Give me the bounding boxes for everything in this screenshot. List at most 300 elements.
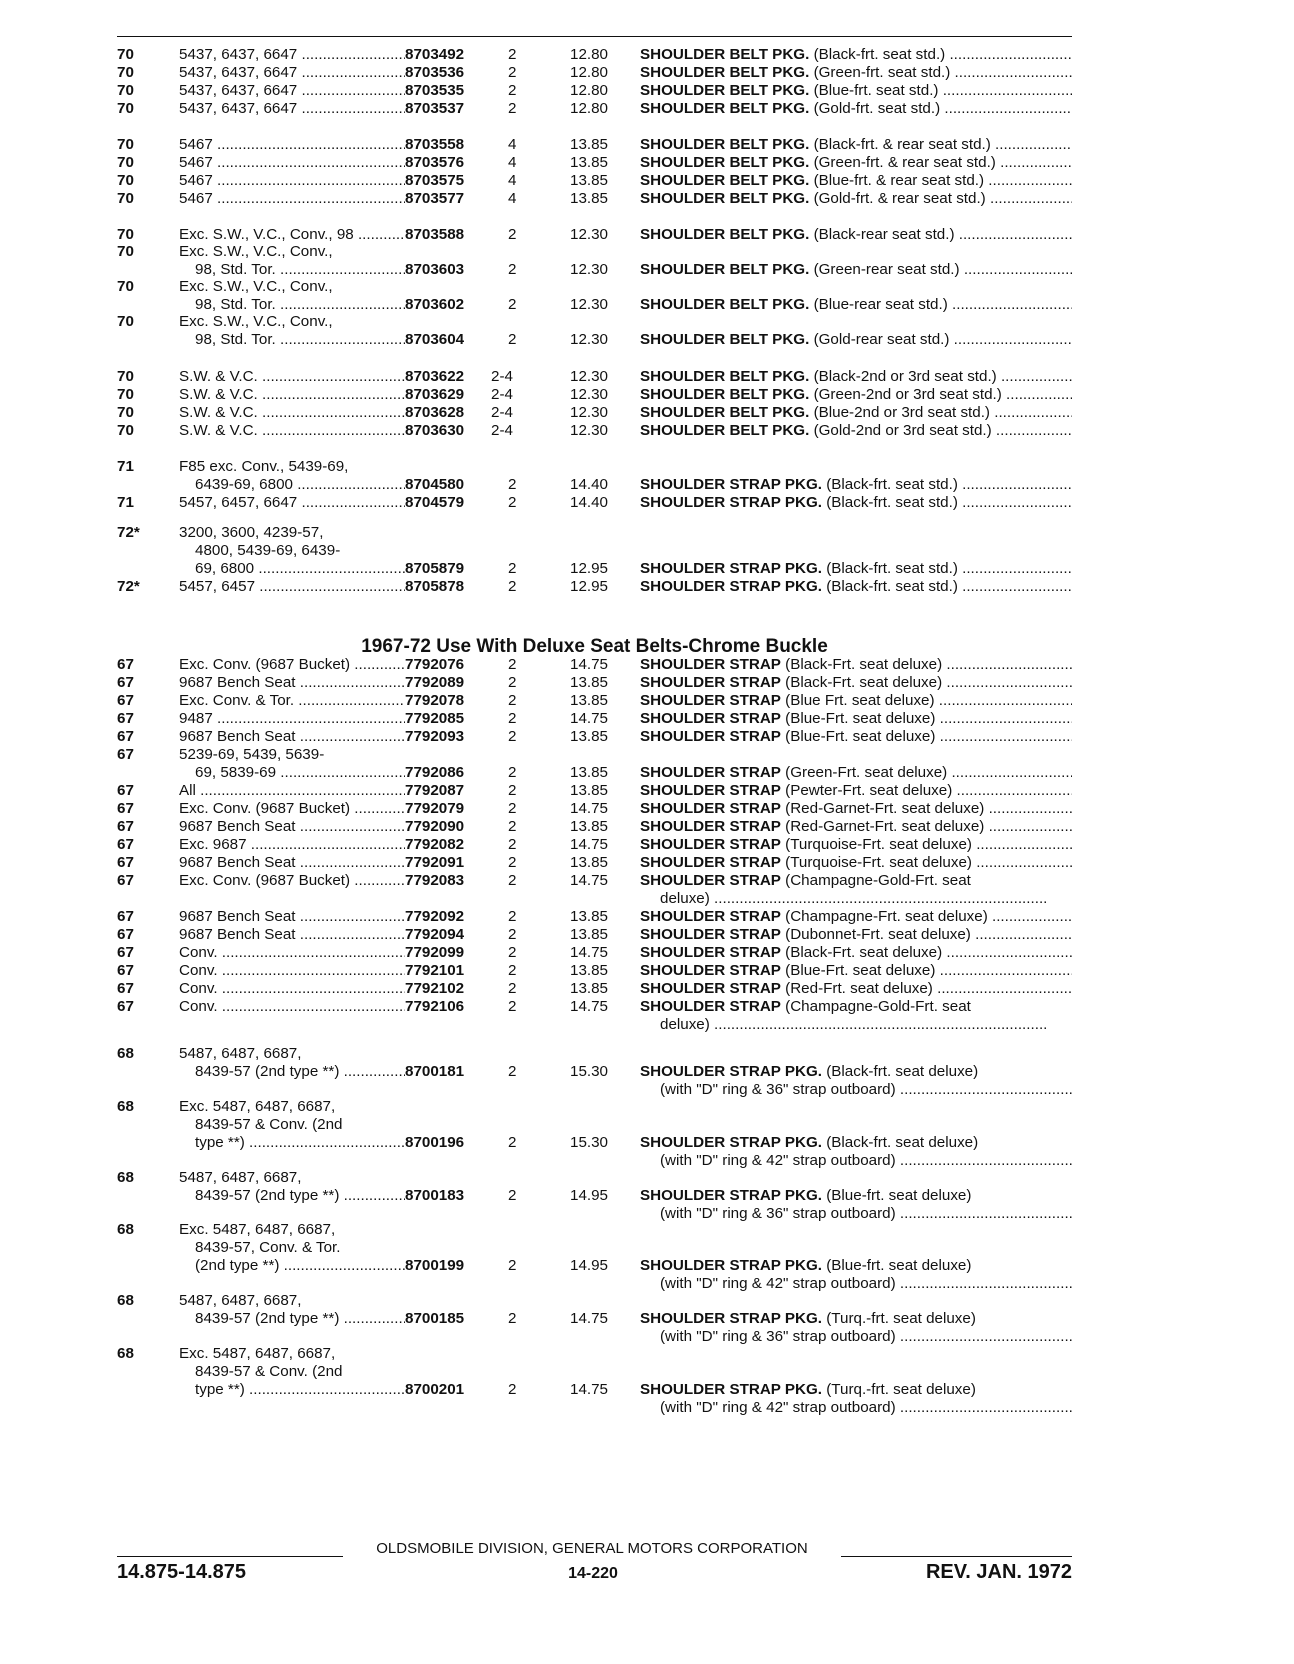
model-cell: Exc. Conv. (9687 Bucket) ..... xyxy=(179,872,405,890)
model-cell: Conv. ..... xyxy=(179,962,405,980)
quantity-cell: 2 xyxy=(508,296,517,313)
year-cell: 70 xyxy=(117,404,134,421)
item-detail: (Champagne-Frt. seat deluxe) xyxy=(785,908,988,925)
description-cell xyxy=(640,82,1072,100)
item-detail: (Black-rear seat std.) xyxy=(813,226,955,243)
description-cell xyxy=(640,261,1072,279)
year-cell: 72* xyxy=(117,524,140,541)
quantity-cell: 4 xyxy=(508,172,517,189)
description-cell xyxy=(640,136,1072,154)
item-name: SHOULDER STRAP xyxy=(640,674,781,691)
year-cell: 70 xyxy=(117,422,134,439)
year-cell: 67 xyxy=(117,872,134,889)
item-detail: (Blue-rear seat std.) xyxy=(813,296,948,313)
price-cell: 13.85 xyxy=(570,136,609,153)
part-number-cell: 8705879 xyxy=(405,560,465,577)
price-cell: 13.85 xyxy=(570,190,609,207)
quantity-cell: 2 xyxy=(508,692,517,709)
year-cell: 70 xyxy=(117,82,134,99)
year-cell: 70 xyxy=(117,100,134,117)
quantity-cell: 2 xyxy=(508,82,517,99)
model-cell: type **) ..... xyxy=(195,1381,405,1399)
part-number-cell: 7792082 xyxy=(405,836,465,853)
price-cell: 12.30 xyxy=(570,368,609,385)
part-number-cell: 8700185 xyxy=(405,1310,465,1327)
model-cell: 9687 Bench Seat ..... xyxy=(179,926,405,944)
model-cell: 98, Std. Tor. ..... xyxy=(195,296,405,314)
model-cell: 69, 6800 ..... xyxy=(195,560,405,578)
description-cell xyxy=(640,674,1072,692)
model-cell: 8439-57 & Conv. (2nd xyxy=(195,1116,343,1133)
part-number-cell: 7792078 xyxy=(405,692,465,709)
model-cell: Exc. 5487, 6487, 6687, xyxy=(179,1345,336,1362)
item-name: SHOULDER BELT PKG. xyxy=(640,296,810,313)
item-name: SHOULDER STRAP xyxy=(640,836,781,853)
model-cell: 3200, 3600, 4239-57, xyxy=(179,524,324,541)
quantity-cell: 2 xyxy=(508,1257,517,1274)
description-continuation: (with "D" ring & 42" strap outboard) ..... xyxy=(660,1152,1072,1170)
item-detail: (Pewter-Frt. seat deluxe) xyxy=(785,782,953,799)
description-cell xyxy=(640,100,1072,118)
year-cell: 70 xyxy=(117,368,134,385)
quantity-cell: 4 xyxy=(508,190,517,207)
year-cell: 70 xyxy=(117,386,134,403)
part-number-cell: 7792089 xyxy=(405,674,465,691)
model-cell: 9687 Bench Seat ..... xyxy=(179,818,405,836)
year-cell: 71 xyxy=(117,458,134,475)
model-cell: 9687 Bench Seat ..... xyxy=(179,854,405,872)
quantity-cell: 2 xyxy=(508,980,517,997)
part-number-cell: 8703558 xyxy=(405,136,465,153)
quantity-cell: 2 xyxy=(508,764,517,781)
part-number-cell: 7792086 xyxy=(405,764,465,781)
year-cell: 67 xyxy=(117,854,134,871)
item-name: SHOULDER BELT PKG. xyxy=(640,100,810,117)
model-cell: 5239-69, 5439, 5639- xyxy=(179,746,325,763)
model-cell: 5457, 6457 ..... xyxy=(179,578,405,596)
year-cell: 67 xyxy=(117,782,134,799)
item-detail: (Turquoise-Frt. seat deluxe) xyxy=(785,836,972,853)
item-detail: (Blue-frt. & rear seat std.) xyxy=(813,172,985,189)
model-cell: Exc. 5487, 6487, 6687, xyxy=(179,1221,336,1238)
year-cell: 68 xyxy=(117,1045,134,1062)
item-detail: (Gold-2nd or 3rd seat std.) xyxy=(813,422,992,439)
item-name: SHOULDER STRAP xyxy=(640,782,781,799)
item-detail: (Red-Garnet-Frt. seat deluxe) xyxy=(785,800,985,817)
item-detail: (Red-Garnet-Frt. seat deluxe) xyxy=(785,818,985,835)
quantity-cell: 2 xyxy=(508,1187,517,1204)
price-cell: 14.75 xyxy=(570,1310,609,1327)
item-detail: (Turq.-frt. seat deluxe) xyxy=(826,1381,976,1398)
description-cell xyxy=(640,710,1072,728)
part-number-cell: 8703576 xyxy=(405,154,465,171)
model-cell: F85 exc. Conv., 5439-69, xyxy=(179,458,349,475)
description-cell xyxy=(640,368,1072,386)
price-cell: 13.85 xyxy=(570,172,609,189)
item-name: SHOULDER STRAP PKG. xyxy=(640,560,822,577)
item-detail: (Dubonnet-Frt. seat deluxe) xyxy=(785,926,971,943)
year-cell: 70 xyxy=(117,46,134,63)
model-cell: 8439-57 (2nd type **) ..... xyxy=(195,1187,405,1205)
quantity-cell: 2 xyxy=(508,46,517,63)
model-cell: 8439-57 (2nd type **) ..... xyxy=(195,1310,405,1328)
item-detail: (Blue-frt. seat std.) xyxy=(813,82,939,99)
description-continuation: deluxe) ..... xyxy=(660,890,1072,908)
item-detail: (Blue-2nd or 3rd seat std.) xyxy=(813,404,990,421)
item-detail: (Blue-frt. seat deluxe) xyxy=(826,1257,972,1274)
quantity-cell: 2-4 xyxy=(491,368,513,385)
revision-date: REV. JAN. 1972 xyxy=(925,1561,1072,1583)
part-number-cell: 8703630 xyxy=(405,422,465,439)
quantity-cell: 2-4 xyxy=(491,422,513,439)
part-number-cell: 7792101 xyxy=(405,962,465,979)
item-name: SHOULDER STRAP xyxy=(640,692,781,709)
part-number-cell: 8703492 xyxy=(405,46,465,63)
item-detail: (Black-frt. seat std.) xyxy=(826,578,958,595)
footer-rule-right xyxy=(841,1556,1072,1557)
item-name: SHOULDER STRAP PKG. xyxy=(640,1257,822,1274)
year-cell: 68 xyxy=(117,1345,134,1362)
year-cell: 68 xyxy=(117,1169,134,1186)
quantity-cell: 2-4 xyxy=(491,386,513,403)
model-cell: 5467 ..... xyxy=(179,154,405,172)
item-name: SHOULDER BELT PKG. xyxy=(640,190,810,207)
description-cell xyxy=(640,818,1072,836)
price-cell: 14.75 xyxy=(570,800,609,817)
price-cell: 12.30 xyxy=(570,404,609,421)
item-detail: (Blue-Frt. seat deluxe) xyxy=(785,962,936,979)
quantity-cell: 2 xyxy=(508,100,517,117)
item-detail: (Green-2nd or 3rd seat std.) xyxy=(813,386,1002,403)
price-cell: 12.30 xyxy=(570,296,609,313)
year-cell: 67 xyxy=(117,926,134,943)
year-cell: 68 xyxy=(117,1292,134,1309)
price-cell: 14.40 xyxy=(570,494,609,511)
year-cell: 70 xyxy=(117,243,134,260)
model-cell: 5487, 6487, 6687, xyxy=(179,1169,302,1186)
model-cell: 4800, 5439-69, 6439- xyxy=(195,542,341,559)
price-cell: 14.75 xyxy=(570,836,609,853)
item-name: SHOULDER STRAP xyxy=(640,800,781,817)
year-cell: 70 xyxy=(117,136,134,153)
part-number-cell: 8703602 xyxy=(405,296,465,313)
model-cell: Exc. 9687 ..... xyxy=(179,836,405,854)
price-cell: 14.75 xyxy=(570,998,609,1015)
description-cell xyxy=(640,64,1072,82)
quantity-cell: 2 xyxy=(508,578,517,595)
item-detail: (Blue Frt. seat deluxe) xyxy=(785,692,935,709)
model-cell: Exc. Conv. & Tor. ..... xyxy=(179,692,405,710)
description-cell xyxy=(640,998,1072,1016)
quantity-cell: 2 xyxy=(508,962,517,979)
description-continuation: (with "D" ring & 42" strap outboard) ..... xyxy=(660,1275,1072,1293)
part-number-cell: 8700196 xyxy=(405,1134,465,1151)
description-cell xyxy=(640,190,1072,208)
item-detail: (Black-frt. seat std.) xyxy=(826,494,958,511)
part-number-cell: 8703622 xyxy=(405,368,465,385)
item-name: SHOULDER STRAP xyxy=(640,710,781,727)
price-cell: 13.85 xyxy=(570,728,609,745)
price-cell: 14.95 xyxy=(570,1257,609,1274)
part-number-cell: 8703603 xyxy=(405,261,465,278)
model-cell: S.W. & V.C. ..... xyxy=(179,386,405,404)
item-detail: (Turquoise-Frt. seat deluxe) xyxy=(785,854,972,871)
quantity-cell: 4 xyxy=(508,154,517,171)
quantity-cell: 2 xyxy=(508,1381,517,1398)
description-cell xyxy=(640,404,1072,422)
description-cell xyxy=(640,422,1072,440)
price-cell: 13.85 xyxy=(570,980,609,997)
description-cell xyxy=(640,872,1072,890)
description-cell xyxy=(640,154,1072,172)
item-detail: (Green-rear seat std.) xyxy=(813,261,960,278)
part-number-cell: 8703537 xyxy=(405,100,465,117)
model-cell: 8439-57, Conv. & Tor. xyxy=(195,1239,341,1256)
item-detail: (Champagne-Gold-Frt. seat xyxy=(785,872,971,889)
model-cell: S.W. & V.C. ..... xyxy=(179,404,405,422)
description-cell xyxy=(640,560,1072,578)
item-name: SHOULDER STRAP xyxy=(640,998,781,1015)
part-number-cell: 7792087 xyxy=(405,782,465,799)
part-number-cell: 7792106 xyxy=(405,998,465,1015)
item-name: SHOULDER STRAP xyxy=(640,764,781,781)
year-cell: 70 xyxy=(117,64,134,81)
description-cell xyxy=(640,926,1072,944)
description-cell xyxy=(640,908,1072,926)
description-cell xyxy=(640,962,1072,980)
model-cell: Exc. S.W., V.C., Conv., xyxy=(179,278,333,295)
price-cell: 13.85 xyxy=(570,854,609,871)
part-number-cell: 7792076 xyxy=(405,656,465,673)
price-cell: 14.40 xyxy=(570,476,609,493)
quantity-cell: 2 xyxy=(508,926,517,943)
price-cell: 12.80 xyxy=(570,64,609,81)
price-cell: 14.75 xyxy=(570,872,609,889)
year-cell: 68 xyxy=(117,1221,134,1238)
year-cell: 67 xyxy=(117,656,134,673)
footer-code: 14.875-14.875 xyxy=(117,1561,247,1583)
price-cell: 13.85 xyxy=(570,926,609,943)
item-detail: (Black-frt. seat std.) xyxy=(826,476,958,493)
item-detail: (Black-frt. seat std.) xyxy=(813,46,946,63)
quantity-cell: 2 xyxy=(508,800,517,817)
quantity-cell: 2 xyxy=(508,261,517,278)
year-cell: 67 xyxy=(117,674,134,691)
description-cell xyxy=(640,728,1072,746)
item-name: SHOULDER BELT PKG. xyxy=(640,64,810,81)
model-cell: type **) ..... xyxy=(195,1134,405,1152)
description-cell xyxy=(640,1063,1072,1081)
quantity-cell: 2 xyxy=(508,560,517,577)
description-cell xyxy=(640,172,1072,190)
item-name: SHOULDER BELT PKG. xyxy=(640,172,810,189)
item-name: SHOULDER STRAP PKG. xyxy=(640,1381,822,1398)
model-cell: 9687 Bench Seat ..... xyxy=(179,908,405,926)
model-cell: 5467 ..... xyxy=(179,136,405,154)
item-detail: (Gold-frt. & rear seat std.) xyxy=(813,190,986,207)
quantity-cell: 2 xyxy=(508,1310,517,1327)
description-cell xyxy=(640,494,1072,512)
item-detail: (Black-Frt. seat deluxe) xyxy=(785,656,943,673)
price-cell: 14.95 xyxy=(570,1187,609,1204)
price-cell: 13.85 xyxy=(570,782,609,799)
quantity-cell: 2 xyxy=(508,64,517,81)
description-continuation: (with "D" ring & 36" strap outboard) ..... xyxy=(660,1328,1072,1346)
price-cell: 15.30 xyxy=(570,1063,609,1080)
description-cell xyxy=(640,1187,1072,1205)
item-name: SHOULDER STRAP xyxy=(640,818,781,835)
year-cell: 70 xyxy=(117,172,134,189)
year-cell: 70 xyxy=(117,226,134,243)
part-number-cell: 8705878 xyxy=(405,578,465,595)
top-rule xyxy=(117,36,1072,37)
model-cell: 8439-57 & Conv. (2nd xyxy=(195,1363,343,1380)
part-number-cell: 8703575 xyxy=(405,172,465,189)
item-detail: (Black-Frt. seat deluxe) xyxy=(785,674,943,691)
item-name: SHOULDER STRAP PKG. xyxy=(640,476,822,493)
item-detail: (Green-frt. seat std.) xyxy=(813,64,951,81)
model-cell: 6439-69, 6800 ..... xyxy=(195,476,405,494)
item-name: SHOULDER BELT PKG. xyxy=(640,422,810,439)
quantity-cell: 2 xyxy=(508,728,517,745)
description-cell xyxy=(640,1381,1072,1399)
model-cell: 98, Std. Tor. ..... xyxy=(195,331,405,349)
price-cell: 14.75 xyxy=(570,710,609,727)
price-cell: 12.95 xyxy=(570,578,609,595)
part-number-cell: 7792085 xyxy=(405,710,465,727)
item-detail: (Black-frt. seat std.) xyxy=(826,560,958,577)
quantity-cell: 2 xyxy=(508,782,517,799)
description-cell xyxy=(640,46,1072,64)
model-cell: All ..... xyxy=(179,782,405,800)
price-cell: 12.30 xyxy=(570,422,609,439)
quantity-cell: 2 xyxy=(508,836,517,853)
quantity-cell: 2 xyxy=(508,1063,517,1080)
item-name: SHOULDER STRAP xyxy=(640,926,781,943)
item-detail: (Blue-frt. seat deluxe) xyxy=(826,1187,972,1204)
item-name: SHOULDER BELT PKG. xyxy=(640,368,810,385)
part-number-cell: 7792091 xyxy=(405,854,465,871)
item-detail: (Turq.-frt. seat deluxe) xyxy=(826,1310,976,1327)
item-detail: (Black-2nd or 3rd seat std.) xyxy=(813,368,997,385)
item-name: SHOULDER STRAP xyxy=(640,656,781,673)
model-cell: 8439-57 (2nd type **) ..... xyxy=(195,1063,405,1081)
price-cell: 13.85 xyxy=(570,764,609,781)
model-cell: 98, Std. Tor. ..... xyxy=(195,261,405,279)
price-cell: 12.80 xyxy=(570,82,609,99)
item-name: SHOULDER STRAP xyxy=(640,962,781,979)
page-number: 14-220 xyxy=(568,1565,618,1582)
section-title: 1967-72 Use With Deluxe Seat Belts-Chrome Buckle xyxy=(361,636,828,657)
model-cell: 5437, 6437, 6647 ..... xyxy=(179,64,405,82)
model-cell: 5437, 6437, 6647 ..... xyxy=(179,82,405,100)
part-number-cell: 7792099 xyxy=(405,944,465,961)
item-detail: (Blue-Frt. seat deluxe) xyxy=(785,710,936,727)
part-number-cell: 8703628 xyxy=(405,404,465,421)
quantity-cell: 2 xyxy=(508,710,517,727)
price-cell: 12.80 xyxy=(570,46,609,63)
item-name: SHOULDER BELT PKG. xyxy=(640,82,810,99)
item-detail: (Black-frt. & rear seat std.) xyxy=(813,136,991,153)
description-cell xyxy=(640,578,1072,596)
year-cell: 67 xyxy=(117,710,134,727)
model-cell: Conv. ..... xyxy=(179,998,405,1016)
price-cell: 13.85 xyxy=(570,962,609,979)
price-cell: 14.75 xyxy=(570,656,609,673)
price-cell: 15.30 xyxy=(570,1134,609,1151)
item-name: SHOULDER STRAP PKG. xyxy=(640,1310,822,1327)
item-detail: (Gold-frt. seat std.) xyxy=(813,100,941,117)
part-number-cell: 8700183 xyxy=(405,1187,465,1204)
price-cell: 12.30 xyxy=(570,386,609,403)
item-name: SHOULDER STRAP xyxy=(640,980,781,997)
quantity-cell: 2 xyxy=(508,331,517,348)
price-cell: 14.75 xyxy=(570,944,609,961)
item-detail: (Black-Frt. seat deluxe) xyxy=(785,944,943,961)
year-cell: 70 xyxy=(117,154,134,171)
model-cell: 9487 ..... xyxy=(179,710,405,728)
price-cell: 13.85 xyxy=(570,674,609,691)
description-cell xyxy=(640,692,1072,710)
description-cell xyxy=(640,226,1072,244)
description-cell xyxy=(640,386,1072,404)
price-cell: 12.30 xyxy=(570,331,609,348)
model-cell: 9687 Bench Seat ..... xyxy=(179,728,405,746)
model-cell: 9687 Bench Seat ..... xyxy=(179,674,405,692)
price-cell: 12.95 xyxy=(570,560,609,577)
model-cell: S.W. & V.C. ..... xyxy=(179,422,405,440)
part-number-cell: 8703536 xyxy=(405,64,465,81)
year-cell: 67 xyxy=(117,836,134,853)
item-name: SHOULDER STRAP xyxy=(640,908,781,925)
part-number-cell: 8704580 xyxy=(405,476,465,493)
price-cell: 13.85 xyxy=(570,692,609,709)
item-detail: (Green-Frt. seat deluxe) xyxy=(785,764,948,781)
model-cell: Conv. ..... xyxy=(179,944,405,962)
model-cell: Exc. Conv. (9687 Bucket) ..... xyxy=(179,656,405,674)
item-name: SHOULDER BELT PKG. xyxy=(640,386,810,403)
description-cell xyxy=(640,800,1072,818)
part-number-cell: 8703604 xyxy=(405,331,465,348)
year-cell: 67 xyxy=(117,746,134,763)
quantity-cell: 2 xyxy=(508,226,517,243)
item-name: SHOULDER STRAP PKG. xyxy=(640,1187,822,1204)
price-cell: 12.30 xyxy=(570,261,609,278)
item-detail: (Black-frt. seat deluxe) xyxy=(826,1063,979,1080)
description-cell xyxy=(640,331,1072,349)
item-name: SHOULDER BELT PKG. xyxy=(640,226,810,243)
quantity-cell: 2 xyxy=(508,854,517,871)
model-cell: Exc. S.W., V.C., Conv., xyxy=(179,243,333,260)
quantity-cell: 2 xyxy=(508,476,517,493)
price-cell: 13.85 xyxy=(570,154,609,171)
footer-rule-left xyxy=(117,1556,343,1557)
description-continuation: (with "D" ring & 36" strap outboard) ..... xyxy=(660,1081,1072,1099)
item-name: SHOULDER STRAP xyxy=(640,854,781,871)
item-name: SHOULDER STRAP PKG. xyxy=(640,494,822,511)
item-name: SHOULDER STRAP PKG. xyxy=(640,578,822,595)
description-cell xyxy=(640,854,1072,872)
description-cell xyxy=(640,476,1072,494)
description-cell xyxy=(640,944,1072,962)
description-cell xyxy=(640,980,1072,998)
description-cell xyxy=(640,1134,1072,1152)
year-cell: 67 xyxy=(117,998,134,1015)
model-cell: 5467 ..... xyxy=(179,172,405,190)
item-name: SHOULDER BELT PKG. xyxy=(640,331,810,348)
part-number-cell: 8700201 xyxy=(405,1381,465,1398)
model-cell: (2nd type **) ..... xyxy=(195,1257,405,1275)
